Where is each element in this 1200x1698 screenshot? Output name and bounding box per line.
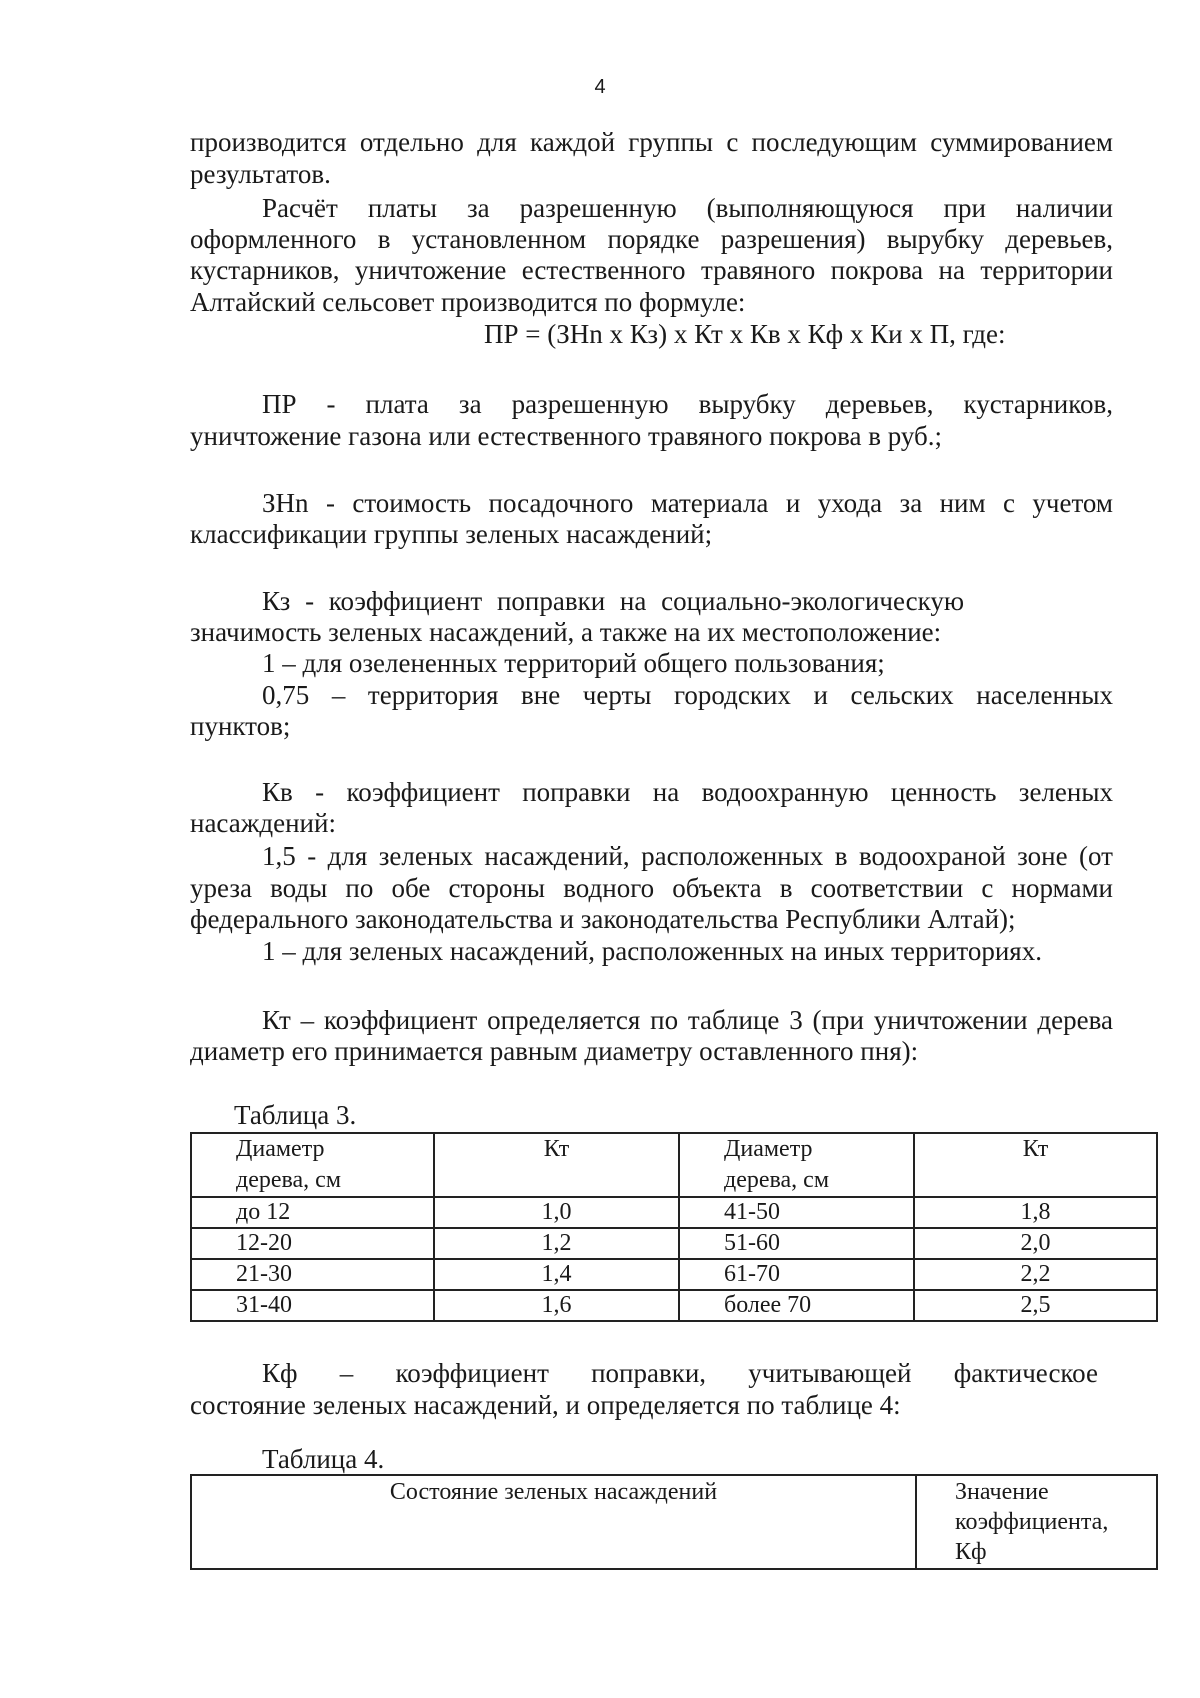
table-header-cell: Состояние зеленых насаждений — [191, 1475, 916, 1569]
table-cell: 31-40 — [191, 1290, 434, 1321]
paragraph-line: классификации группы зеленых насаждений; — [190, 519, 713, 549]
table-caption: Таблица 4. — [262, 1444, 385, 1474]
table-cell: 2,0 — [914, 1228, 1157, 1259]
table-cell: 2,2 — [914, 1259, 1157, 1290]
table-row — [191, 1228, 1157, 1259]
table-row — [191, 1259, 1157, 1290]
paragraph-line: насаждений: — [190, 808, 336, 838]
table-header-cell: Значение коэффициента, Кф — [916, 1475, 1157, 1569]
table-cell: 12-20 — [191, 1228, 434, 1259]
table-header-cell: Кт — [914, 1133, 1157, 1197]
table-cell: 2,5 — [914, 1290, 1157, 1321]
table-header-cell: Диаметр дерева, см — [191, 1133, 434, 1197]
paragraph-line: Алтайский сельсовет производится по формуле: — [190, 287, 746, 317]
paragraph-line: состояние зеленых насаждений, и определяется по таблице 4: — [190, 1390, 901, 1420]
table-header-cell: Диаметр дерева, см — [679, 1133, 914, 1197]
table-cell: 1,4 — [434, 1259, 679, 1290]
page-number: 4 — [594, 76, 606, 98]
table-caption: Таблица 3. — [234, 1100, 357, 1130]
paragraph-line: оформленного в установленном порядке разрешения) вырубку деревьев, — [190, 224, 1113, 254]
paragraph-line: кустарников, уничтожение естественного травяного покрова на территории — [190, 255, 1113, 285]
paragraph-line: Расчёт платы за разрешенную (выполняющуюся при наличии — [262, 193, 1113, 223]
table-cell: 1,2 — [434, 1228, 679, 1259]
paragraph-line: уреза воды по обе стороны водного объекта в соответствии с нормами — [190, 873, 1113, 903]
table-row — [191, 1197, 1157, 1228]
paragraph-line: 0,75 – территория вне черты городских и сельских населенных — [262, 680, 1113, 710]
table-cell: до 12 — [191, 1197, 434, 1228]
condition-coefficient-table — [190, 1474, 1158, 1570]
table-header-row — [191, 1475, 1157, 1569]
table-cell: 21-30 — [191, 1259, 434, 1290]
paragraph-line: производится отдельно для каждой группы с последующим суммированием — [190, 127, 1113, 157]
paragraph-line: пунктов; — [190, 711, 291, 741]
table-row — [191, 1290, 1157, 1321]
table-header-row — [191, 1133, 1157, 1197]
table-cell: 1,8 — [914, 1197, 1157, 1228]
paragraph-line: Кф – коэффициент поправки, учитывающей фактическое — [262, 1358, 1098, 1388]
paragraph-line: значимость зеленых насаждений, а также на их местоположение: — [190, 617, 942, 647]
table-cell: 61-70 — [679, 1259, 914, 1290]
paragraph-line: 1 – для озелененных территорий общего пользования; — [262, 648, 885, 678]
paragraph-line: 1 – для зеленых насаждений, расположенных на иных территориях. — [262, 936, 1042, 966]
paragraph-line: ЗНn - стоимость посадочного материала и ухода за ним с учетом — [262, 488, 1113, 518]
table-cell: 1,0 — [434, 1197, 679, 1228]
paragraph-line: уничтожение газона или естественного травяного покрова в руб.; — [190, 421, 943, 451]
table-cell: 1,6 — [434, 1290, 679, 1321]
paragraph-line: результатов. — [190, 159, 331, 189]
paragraph-line: Кз - коэффициент поправки на социально-экологическую — [262, 586, 965, 616]
paragraph-line: 1,5 - для зеленых насаждений, расположенных в водоохраной зоне (от — [262, 841, 1113, 871]
paragraph-line: ПР - плата за разрешенную вырубку деревьев, кустарников, — [262, 389, 1113, 419]
table-cell: 51-60 — [679, 1228, 914, 1259]
paragraph-line: федерального законодательства и законодательства Республики Алтай); — [190, 904, 1016, 934]
table-cell: 41-50 — [679, 1197, 914, 1228]
table-header-cell: Кт — [434, 1133, 679, 1197]
formula: ПР = (ЗНn х Кз) х Кт х Кв х Кф х Ки х П, где: — [484, 319, 1006, 349]
paragraph-line: Кв - коэффициент поправки на водоохранную ценность зеленых — [262, 777, 1113, 807]
paragraph-line: диаметр его принимается равным диаметру оставленного пня): — [190, 1036, 919, 1066]
diameter-coefficient-table — [190, 1132, 1158, 1322]
paragraph-line: Кт – коэффициент определяется по таблице 3 (при уничтожении дерева — [262, 1005, 1113, 1035]
table-cell: более 70 — [679, 1290, 914, 1321]
